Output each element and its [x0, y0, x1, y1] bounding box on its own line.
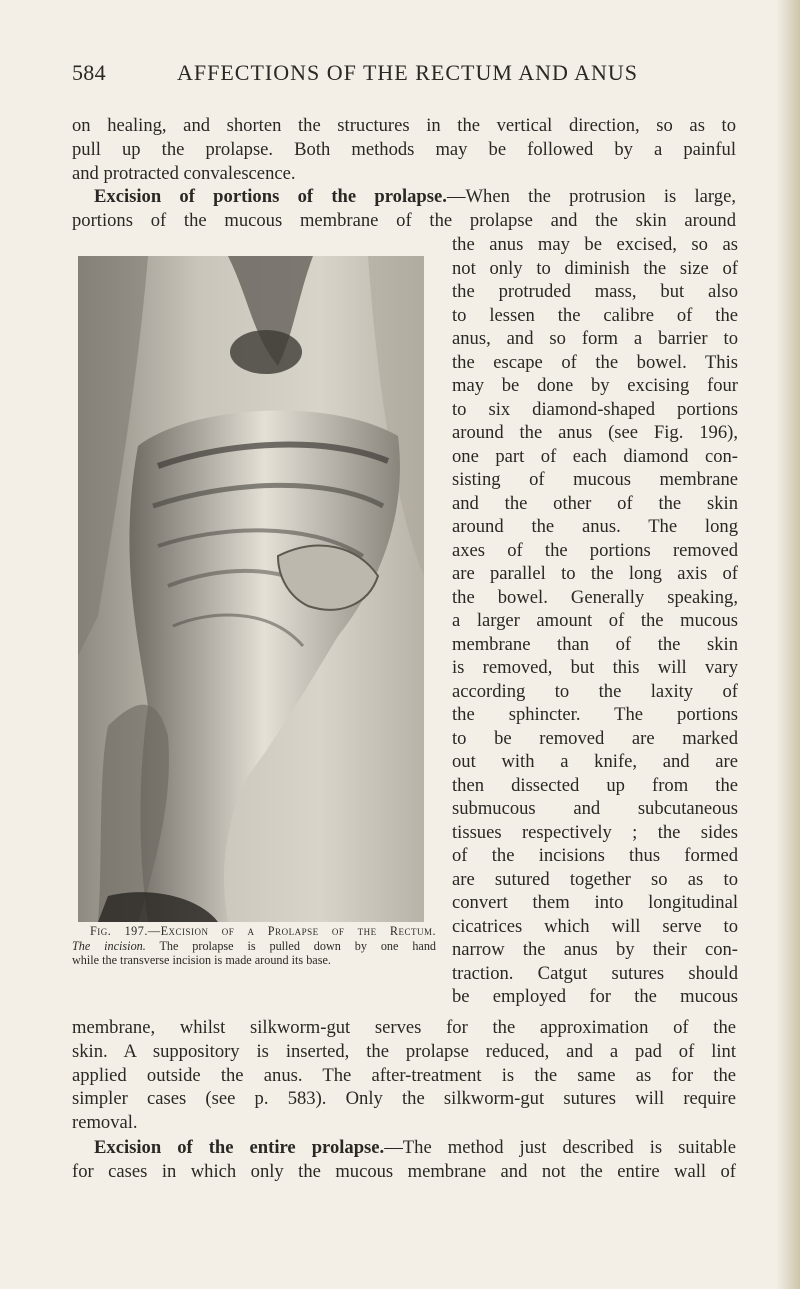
text-line: not only to diminish the size of [452, 257, 738, 279]
caption-label: Fig. 197.—Excision of a Prolapse of the Rectum. [90, 924, 436, 938]
text-line: the protruded mass, but also [452, 281, 738, 302]
section-excision-portions [72, 185, 736, 233]
text-line: on healing, and shorten the structures in the vertical direction, so as to [72, 115, 736, 136]
page-number: 584 [72, 60, 106, 85]
text-line: are parallel to the long axis of [452, 563, 738, 584]
text-line: then dissected up from the [452, 774, 738, 796]
text-line: sisting of mucous membrane [452, 469, 738, 490]
text-line: around the anus. The long [452, 516, 738, 537]
text-line: Excision of portions of the prolapse.—When the protrusion is large, [94, 186, 736, 207]
text-line: applied outside the anus. The after-treatment is the same as for the [72, 1064, 736, 1086]
section-excision-continued [72, 1016, 736, 1135]
text-line: removal. [72, 1112, 138, 1134]
caption-line: while the transverse incision is made around its base. [72, 953, 331, 967]
text-line: a larger amount of the mucous [452, 610, 738, 631]
text-line: narrow the anus by their con- [452, 939, 738, 960]
text-line: for cases in which only the mucous membrane and not the entire wall of [72, 1160, 736, 1182]
running-title: AFFECTIONS OF THE RECTUM AND ANUS [177, 60, 639, 85]
section-heading: Excision of portions of the prolapse. [94, 186, 447, 207]
page-header [72, 60, 732, 92]
text-line: may be done by excising four [452, 375, 738, 396]
text-line: to lessen the calibre of the [452, 304, 738, 326]
text-line: convert them into longitudinal [452, 892, 738, 913]
text-line: the sphincter. The portions [452, 704, 738, 725]
caption-line: The incision. The prolapse is pulled down by one hand [72, 938, 437, 953]
text-line: traction. Catgut sutures should [452, 962, 738, 984]
text-line: be employed for the mucous [452, 986, 738, 1007]
text-line: anus, and so form a barrier to [452, 328, 738, 349]
text-line: Excision of the entire prolapse.—The method just described is suitable [94, 1137, 736, 1158]
text-line: cicatrices which will serve to [452, 915, 738, 937]
text-line: around the anus (see Fig. 196), [452, 422, 738, 443]
text-line: the anus may be excised, so as [452, 234, 738, 255]
text-line: of the incisions thus formed [452, 845, 738, 866]
section-heading: Excision of the entire prolapse. [94, 1137, 385, 1158]
text-line: is removed, but this will vary [452, 657, 738, 678]
text-line: axes of the portions removed [452, 539, 738, 561]
text-line: the bowel. Generally speaking, [452, 586, 738, 608]
text-line: are sutured together so as to [452, 868, 738, 890]
text-line: to six diamond-shaped portions [452, 398, 738, 420]
text-line: and protracted convalescence. [72, 162, 296, 184]
figure-caption [72, 924, 436, 968]
text-line: membrane, whilst silkworm-gut serves for the approximation of the [72, 1017, 736, 1038]
text-line: membrane than of the skin [452, 633, 738, 655]
text-line: tissues respectively ; the sides [452, 821, 738, 843]
text-line: the escape of the bowel. This [452, 351, 738, 373]
text-line: according to the laxity of [452, 680, 738, 702]
figure-illustration [78, 256, 424, 922]
text-line: pull up the prolapse. Both methods may be followed by a painful [72, 138, 736, 160]
text-line: skin. A suppository is inserted, the prolapse reduced, and a pad of lint [72, 1040, 736, 1062]
text-line: portions of the mucous membrane of the prolapse and the skin around [72, 209, 736, 231]
text-line: to be removed are marked [452, 727, 738, 749]
wrapped-column [452, 233, 738, 1009]
text-line: and the other of the skin [452, 492, 738, 514]
text-line: simpler cases (see p. 583). Only the silkworm-gut sutures will require [72, 1088, 736, 1110]
top-paragraph [72, 114, 736, 185]
text-line: out with a knife, and are [452, 751, 738, 772]
page-edge [776, 0, 800, 1289]
prolapse-illustration [78, 256, 424, 922]
section-excision-entire [72, 1136, 736, 1184]
text-line: submucous and subcutaneous [452, 798, 738, 819]
text-line: one part of each diamond con- [452, 445, 738, 467]
